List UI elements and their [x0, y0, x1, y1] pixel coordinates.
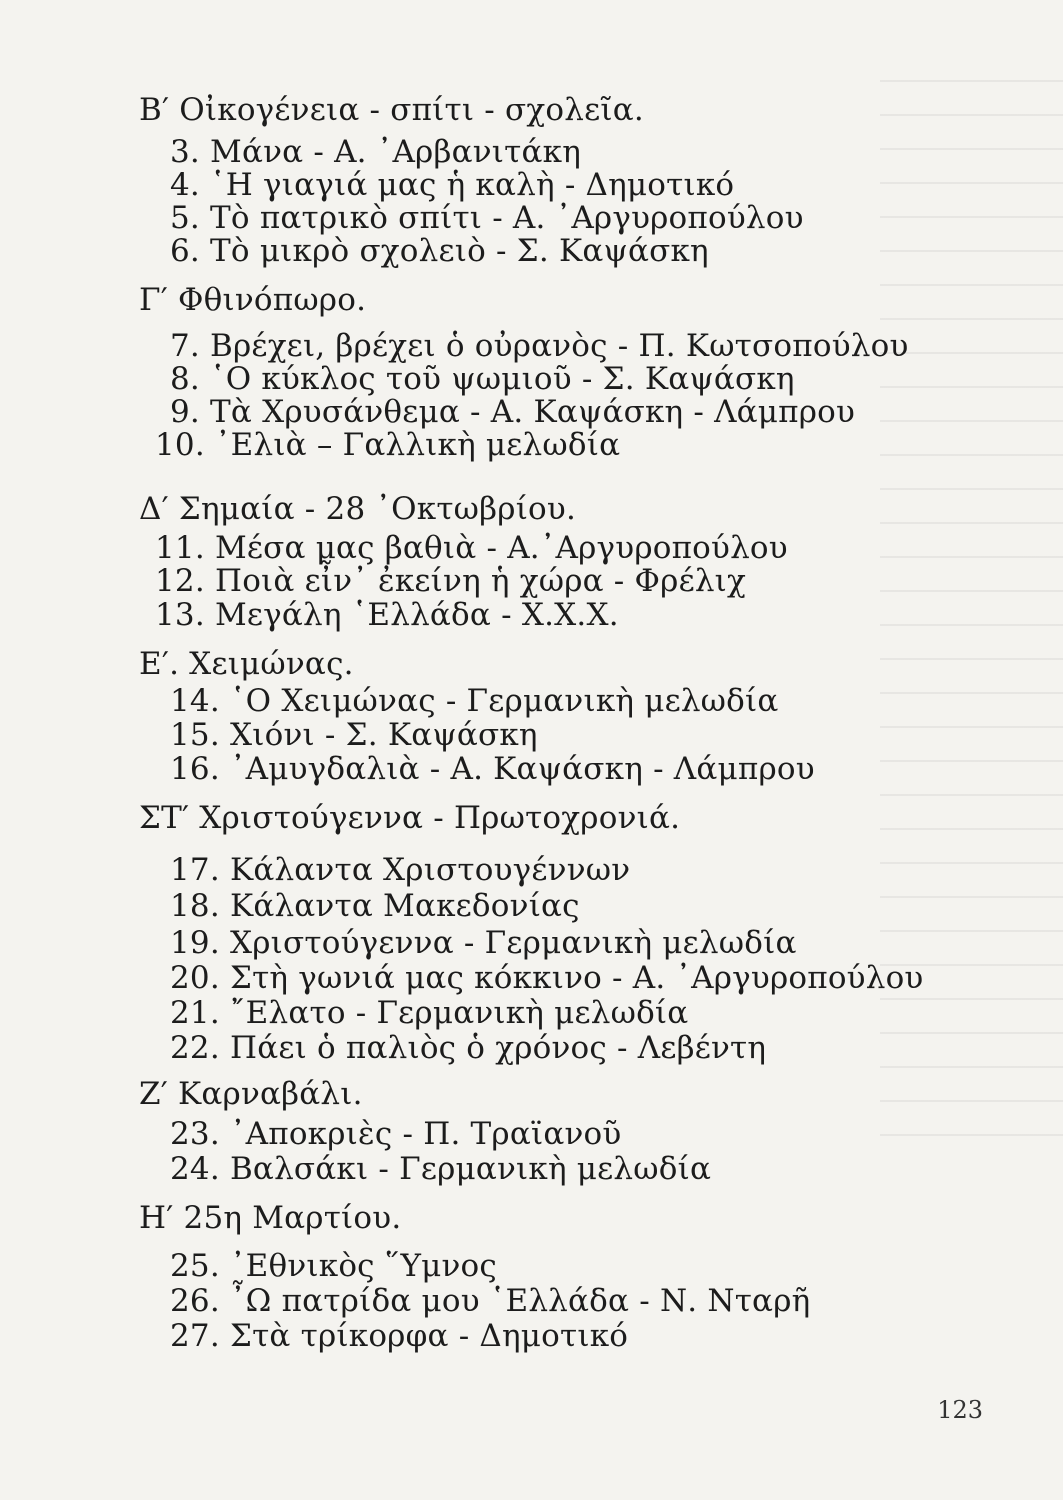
list-item: 15. Χιόνι - Σ. Καψάσκη [170, 717, 538, 753]
list-item: 4. ῾Η γιαγιά μας ἡ καλὴ - Δημοτικό [170, 167, 735, 203]
list-item: 26. ῏Ω πατρίδα μου ῾Ελλάδα - Ν. Νταρῆ [170, 1283, 811, 1319]
section-heading-e: Ε′. Χειμώνας. [139, 646, 354, 682]
list-item: 5. Τὸ πατρικὸ σπίτι - Α. ᾿Αργυροπούλου [170, 200, 804, 236]
section-heading-z: Ζ′ Καρναβάλι. [139, 1076, 363, 1112]
list-item: 13. Μεγάλη ῾Ελλάδα - Χ.Χ.Χ. [155, 597, 619, 633]
list-item: 20. Στὴ γωνιά μας κόκκινο - Α. ᾿Αργυροπούλου [170, 960, 924, 996]
section-heading-b: Β′ Οἰκογένεια - σπίτι - σχολεῖα. [139, 92, 644, 128]
list-item: 18. Κάλαντα Μακεδονίας [170, 888, 580, 924]
section-heading-st: ΣΤ′ Χριστούγεννα - Πρωτοχρονιά. [139, 800, 681, 836]
list-item: 8. ῾Ο κύκλος τοῦ ψωμιοῦ - Σ. Καψάσκη [170, 361, 795, 397]
list-item: 19. Χριστούγεννα - Γερμανικὴ μελωδία [170, 925, 797, 961]
list-item: 24. Βαλσάκι - Γερμανικὴ μελωδία [170, 1151, 712, 1187]
list-item: 25. ᾿Εθνικὸς ῞Υμνος [170, 1248, 497, 1284]
list-item: 10. ᾿Ελιὰ – Γαλλικὴ μελωδία [155, 427, 621, 463]
bleed-through-texture [880, 80, 1063, 1160]
section-heading-g: Γ′ Φθινόπωρο. [139, 282, 367, 318]
list-item: 27. Στὰ τρίκορφα - Δημοτικό [170, 1318, 629, 1354]
list-item: 3. Μάνα - Α. ᾿Αρβανιτάκη [170, 134, 581, 170]
list-item: 21. ῎Ελατο - Γερμανικὴ μελωδία [170, 995, 689, 1031]
section-heading-h: Η′ 25η Μαρτίου. [139, 1200, 402, 1236]
page-number: 123 [937, 1396, 983, 1424]
list-item: 12. Ποιὰ εἶν᾿ ἐκείνη ἡ χώρα - Φρέλιχ [155, 563, 747, 599]
list-item: 23. ᾿Αποκριὲς - Π. Τραϊανοῦ [170, 1116, 622, 1152]
list-item: 9. Τὰ Χρυσάνθεμα - Α. Καψάσκη - Λάμπρου [170, 394, 856, 430]
list-item: 11. Μέσα μας βαθιὰ - Α.᾿Αργυροπούλου [155, 530, 788, 566]
list-item: 6. Τὸ μικρὸ σχολειὸ - Σ. Καψάσκη [170, 233, 709, 269]
section-heading-d: Δ′ Σημαία - 28 ᾿Οκτωβρίου. [139, 491, 577, 527]
list-item: 16. ᾿Αμυγδαλιὰ - Α. Καψάσκη - Λάμπρου [170, 751, 815, 787]
list-item: 17. Κάλαντα Χριστουγέννων [170, 852, 631, 888]
list-item: 14. ῾Ο Χειμώνας - Γερμανικὴ μελωδία [170, 683, 779, 719]
list-item: 7. Βρέχει, βρέχει ὁ οὐρανὸς - Π. Κωτσοπούλου [170, 328, 909, 364]
list-item: 22. Πάει ὁ παλιὸς ὁ χρόνος - Λεβέντη [170, 1030, 767, 1066]
